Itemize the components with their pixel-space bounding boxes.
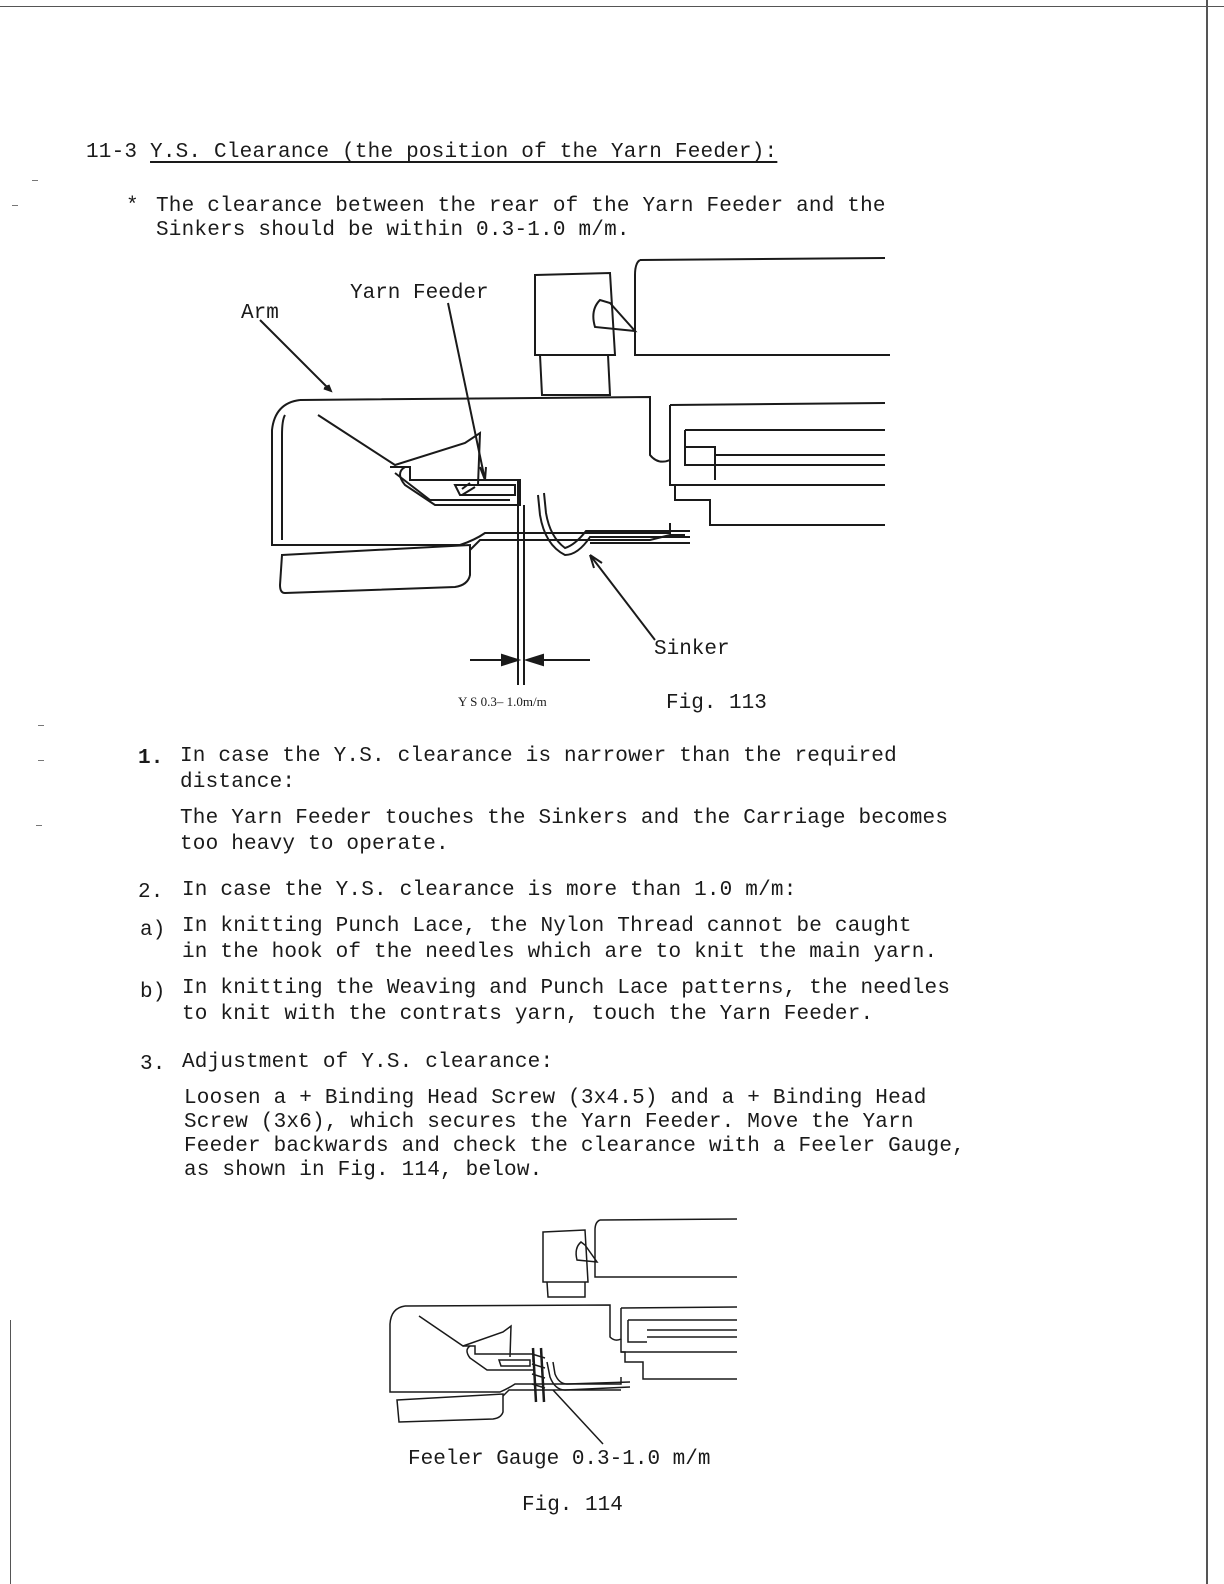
- item-b-line-1: In knitting the Weaving and Punch Lace patterns, the needles: [182, 977, 951, 1000]
- section-heading: [86, 140, 777, 166]
- scan-speck: [32, 180, 38, 181]
- page-top-edge: [0, 6, 1224, 7]
- item-2-number: 2.: [138, 881, 164, 904]
- scan-speck: [38, 725, 44, 726]
- figure-113-diagram: [230, 255, 910, 715]
- item-3-sub-3: Feeder backwards and check the clearance with a Feeler Gauge,: [184, 1135, 965, 1158]
- figure-114-diagram: [385, 1212, 745, 1452]
- scan-speck: [36, 825, 42, 826]
- item-b-line-2: to knit with the contrats yarn, touch the Yarn Feeder.: [182, 1003, 874, 1026]
- fig113-label-sinker: Sinker: [654, 638, 730, 661]
- intro-line-2: Sinkers should be within 0.3-1.0 m/m.: [156, 219, 630, 242]
- item-a-label: a): [140, 919, 166, 942]
- scan-speck: [38, 760, 44, 761]
- fig114-label-feeler-gauge: Feeler Gauge 0.3-1.0 m/m: [408, 1448, 711, 1471]
- item-2-line-1: In case the Y.S. clearance is more than 1.0 m/m:: [182, 879, 797, 902]
- scan-speck: [12, 205, 18, 206]
- page-left-edge: [10, 1320, 11, 1584]
- section-title: Y.S. Clearance (the position of the Yarn Feeder):: [150, 141, 778, 164]
- item-3-number: 3.: [140, 1053, 166, 1076]
- item-3-sub-4: as shown in Fig. 114, below.: [184, 1159, 543, 1182]
- intro-line-1: The clearance between the rear of the Yarn Feeder and the: [156, 195, 886, 218]
- page-right-edge: [1206, 0, 1208, 1584]
- item-1-sub-2: too heavy to operate.: [180, 833, 449, 856]
- item-b-label: b): [140, 981, 166, 1004]
- item-a-line-2: in the hook of the needles which are to knit the main yarn.: [182, 941, 938, 964]
- item-3-sub-2: Screw (3x6), which secures the Yarn Feeder. Move the Yarn: [184, 1111, 914, 1134]
- fig113-caption: Fig. 113: [666, 692, 767, 715]
- fig114-caption: Fig. 114: [522, 1494, 623, 1517]
- item-1-number: 1.: [138, 747, 164, 770]
- section-number: 11-3: [86, 141, 138, 164]
- intro-bullet: *: [126, 195, 139, 218]
- item-3-sub-1: Loosen a + Binding Head Screw (3x4.5) and a + Binding Head: [184, 1087, 927, 1110]
- fig113-label-arm: Arm: [241, 302, 279, 325]
- item-1-line-2: distance:: [180, 771, 296, 794]
- fig113-label-ys-clearance: Y S 0.3– 1.0m/m: [458, 694, 547, 709]
- item-3-line-1: Adjustment of Y.S. clearance:: [182, 1051, 554, 1074]
- item-1-sub-1: The Yarn Feeder touches the Sinkers and the Carriage becomes: [180, 807, 949, 830]
- item-a-line-1: In knitting Punch Lace, the Nylon Thread cannot be caught: [182, 915, 912, 938]
- fig113-label-yarn-feeder: Yarn Feeder: [350, 282, 489, 305]
- item-1-line-1: In case the Y.S. clearance is narrower than the required: [180, 745, 897, 768]
